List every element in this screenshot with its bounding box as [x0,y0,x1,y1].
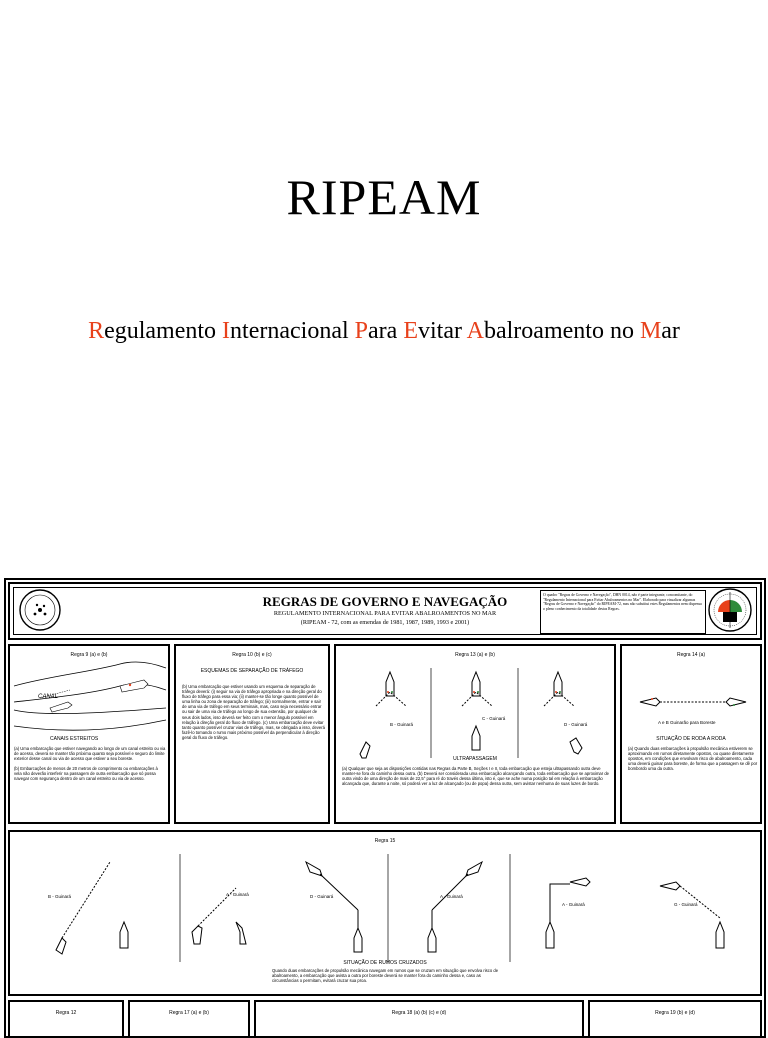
rumos-cruzados-diagram [10,832,762,962]
regra-9-text-a: (a) Uma embarcação que estiver navegando ao longo de um canal estreito ou via de acesso, deverá se manter tão próxima quanto seja possível e seguro do limite exterior desse canal ou via de acesso que estiver a seu boreste. [14,746,166,762]
regra-15-text: Quando duas embarcações de propulsão mecânica navegam em rumos que se cruzam em situação que envolva risco de abalroamento, a embarcação que avista a outra por boreste deverá se manter fora do caminho dessa e, caso as circunstâncias o permitam, evitará cruzar sua proa. [272,968,499,984]
regra-14-sub: SITUAÇÃO DE RODA A RODA [656,736,726,742]
regra-13-d: D - Guinará [564,722,588,727]
subtitle-initial: E [403,318,418,344]
panel-regra-17 [128,1000,250,1038]
subtitle-initial: P [354,318,369,344]
compass-icon [10,584,762,640]
poster-note: O quadro "Regras de Governo e Navegação", DHN 0014, não é parte integrante, concomitante, do "Regulamento Internacional para Evitar Abalroamentos no Mar". Elaborado para visualizar algumas "Regras de Governo e Navegação" do RIPEAM-72, mas não substitui estes Regulamentos nem dispensa o pleno conhecimento da totalidade destas Regras. [540,590,706,634]
regra-13-text: (a) Qualquer que seja as disposições contidas nas Regras da Parte B, Seções I e II, toda embarcação que esteja ultrapassando outra deve manter-se fora do caminho dessa outra. (b) Deverá ser considerada uma embarcação alcançando outra, toda embarcação que se aproximar de outra vindo de uma direção de mais de 22,5° para ré do través dessa última, isto é, que se ache numa posição tal em relação à embarcação alcançada que, durante a noite, só poderá ver a luz de alcançado (ou de popa) dessa outra, sem avistar nenhuma de suas luzes de bordo. [342,766,609,787]
panel-regra-18 [254,1000,584,1038]
regra-13-title: Regra 13 (a) e (b) [455,652,495,658]
regra-14-title: Regra 14 (a) [676,652,706,658]
panel-regra-13 [334,644,616,824]
poster-title: REGRAS DE GOVERNO E NAVEGAÇÃO [262,594,508,609]
subtitle-word-rest: ar [661,318,680,344]
subtitle-word-rest: ara [368,318,404,344]
panel-regra-15 [8,830,762,996]
regra-15-a1: A - Guinará [226,892,249,897]
subtitle-initial: R [88,318,105,344]
panel-regra-10 [174,644,330,824]
regra-9-title: Regra 9 (a) e (b) [70,652,108,658]
regra-13-sub: ULTRAPASSAGEM [453,756,497,762]
panel-regra-19 [588,1000,762,1038]
regra-15-d: D - Guinará [310,894,334,899]
panel-regra-14 [620,644,762,824]
regra-14-ab: A e B Guinarão para Boreste [658,720,716,725]
regra-17-title: Regra 17 (a) e (b) [169,1010,209,1016]
slide-title: RIPEAM [286,169,482,225]
regra-15-g: G - Guinará [674,902,698,907]
regra-10-text: (b) Uma embarcação que estiver usando um esquema de separação de tráfego deverá: (i) seguir na via de tráfego apropriada e na direção geral do fluxo de tráfego para essa via; (ii) manter-se tão longe quanto possível de uma linha ou zona de separação de tráfego; (iii) normalmente, entrar e sair de uma via de tráfego em seus terminais, mas, caso seja necessário entrar ou sair de uma via de tráfego ao longo de sua extensão, por qualquer de seus dois lados, isso deverá ser feito com o menor ângulo possível em relação à direção geral do fluxo de tráfego. (c) Uma embarcação deve evitar tanto quanto possível cruzar vias de tráfego, mas, se obrigada a isso, deverá fazê-lo tomando o rumo mais próximo possível da perpendicular à direção geral do fluxo de tráfego. [182,684,325,740]
canais-label: CANAIS ESTREITOS [50,736,99,742]
regra-9-text-b: (b) Embarcações de menos de 20 metros de comprimento ou embarcações à vela não deverão interferir na passagem de outra embarcação que só possa navegar com segurança dentro de um canal estreito ou via de acesso. [14,766,158,782]
regra-19-title: Regra 19 (b) e (d) [655,1010,695,1016]
regra-12-title: Regra 12 [55,1010,77,1016]
panel-regra-12 [8,1000,124,1038]
regra-10-title: Regra 10 (b) e (c) [232,652,272,658]
subtitle-initial: I [222,318,231,344]
subtitle-initial: A [466,318,484,344]
ultrapassagem-diagram [336,646,616,766]
regra-13-b: B - Guinará [390,722,414,727]
poster-line2: (RIPEAM - 72, com as emendas de 1981, 1987, 1989, 1993 e 2001) [300,619,470,626]
subtitle-word-rest: nternacional [230,318,355,344]
subtitle-word-rest: egulamento [104,318,223,344]
poster-header [8,582,762,640]
subtitle-word-rest: balroamento no [483,318,640,344]
poster-line1: REGULAMENTO INTERNACIONAL PARA EVITAR ABALROAMENTOS NO MAR [273,610,497,617]
canal-label: CANAL [38,694,59,700]
regra-15-a2: A - Guinará [440,894,463,899]
regra-13-c: C - Guinará [482,716,506,721]
regra-15-a3: A - Guinará [562,902,585,907]
subtitle-initial: M [639,318,662,344]
slide-subtitle [0,318,768,345]
panel-regra-9 [8,644,170,824]
regra-18-title: Regra 18 (a) (b) (c) e (d) [391,1010,447,1016]
subtitle-word-rest: vitar [417,318,467,344]
regra-15-b: B - Guinará [48,894,72,899]
ripeam-poster [4,578,766,1038]
canal-diagram [10,646,170,746]
regra-10-sub: ESQUEMAS DE SEPARAÇÃO DE TRÁFEGO [200,668,304,674]
regra-15-sub: SITUAÇÃO DE RUMOS CRUZADOS [343,960,427,966]
regra-14-text: (a) Quando duas embarcações à propulsão mecânica estiverem se aproximando em rumos diretamente opostos, ou quase diretamente opostos, em condições que envolvam risco de abalroamento, cada uma deverá guinar para boreste, de forma que a passagem se dê por bombordo uma da outra. [628,746,758,772]
regra-15-title: Regra 15 [374,838,396,844]
